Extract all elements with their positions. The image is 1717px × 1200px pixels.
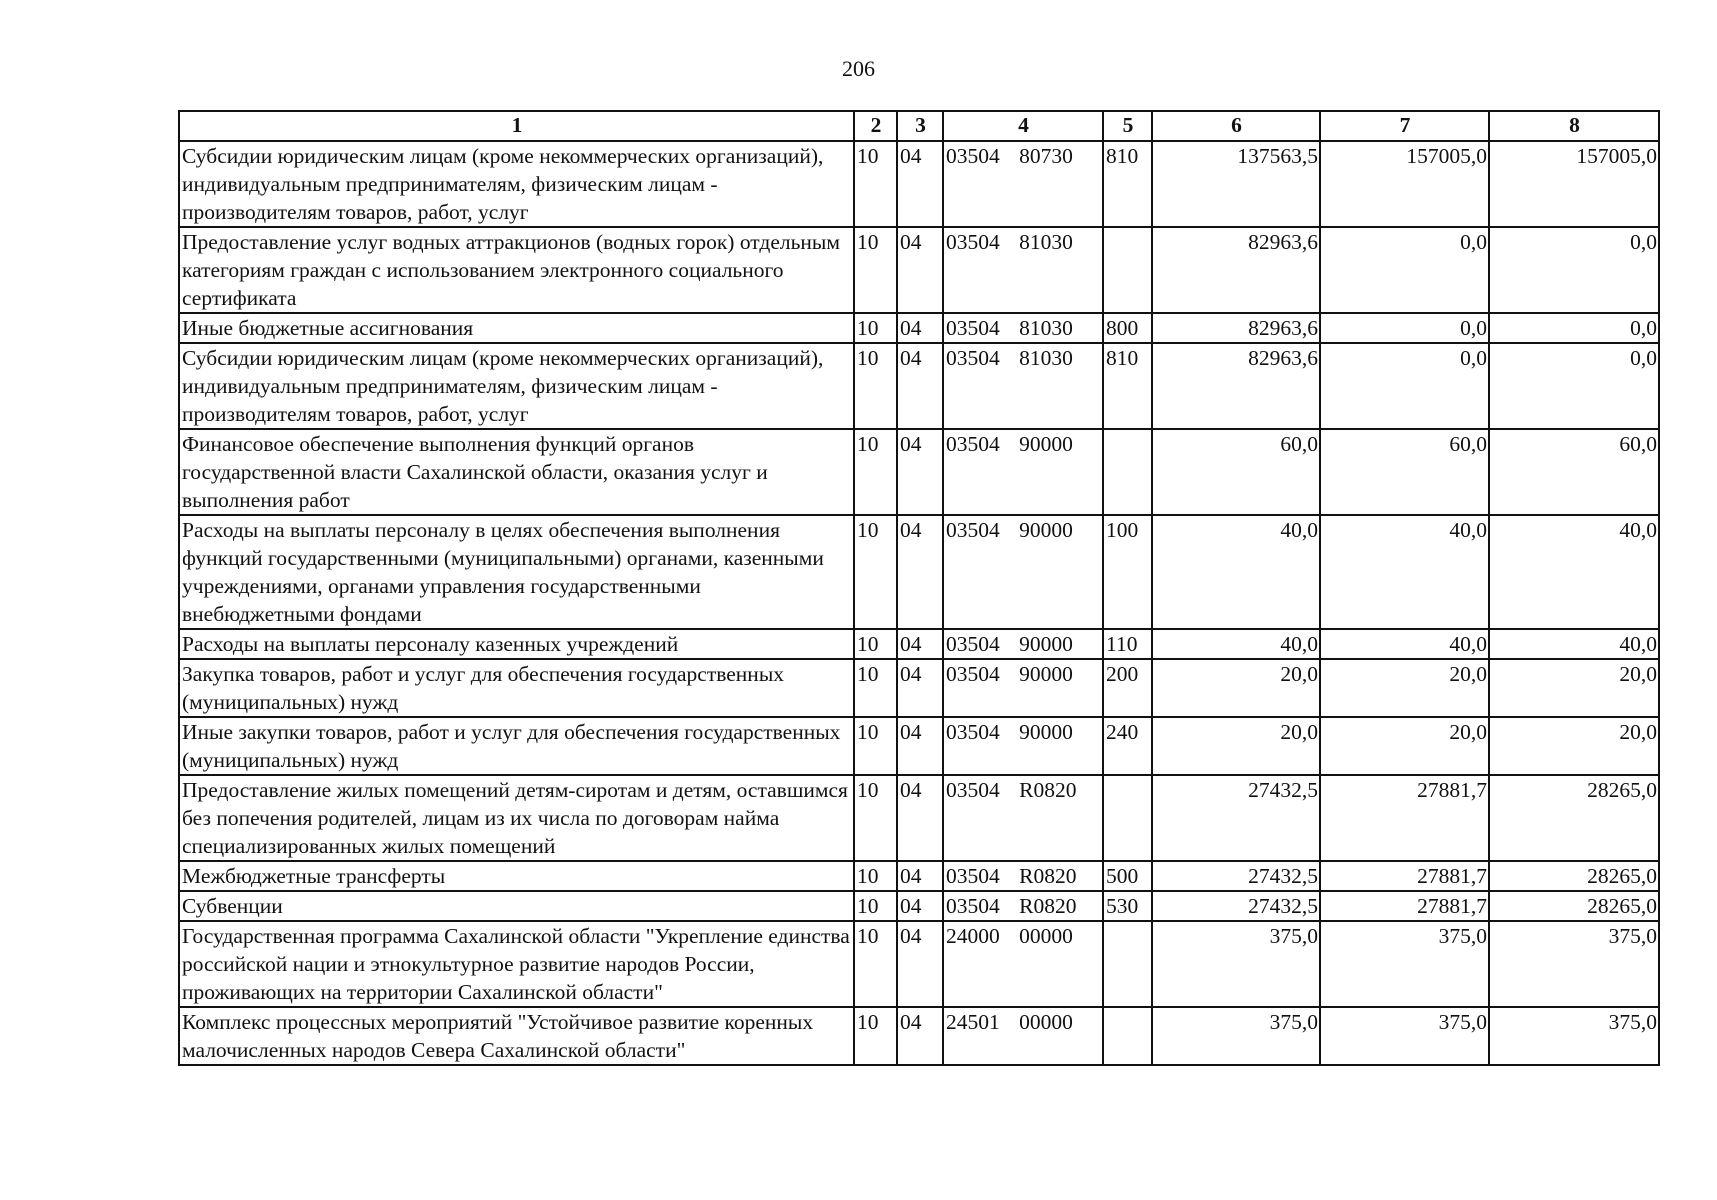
table-row: [179, 227, 1659, 313]
row-amount-col8: 375,0: [1489, 1007, 1659, 1065]
table-row: [179, 141, 1659, 227]
row-name: Расходы на выплаты персоналу казенных учреждений: [179, 629, 854, 659]
row-amount-col6: 375,0: [1152, 921, 1320, 1007]
row-amount-col7: 40,0: [1320, 515, 1489, 629]
header-col-6: 6: [1152, 111, 1320, 141]
row-target-article: 03504 R0820: [943, 861, 1103, 891]
row-section: 10: [854, 313, 897, 343]
row-target-article: 03504 90000: [943, 515, 1103, 629]
row-target-article: 03504 R0820: [943, 891, 1103, 921]
row-amount-col8: 375,0: [1489, 921, 1659, 1007]
row-amount-col6: 40,0: [1152, 629, 1320, 659]
row-name: Финансовое обеспечение выполнения функций органов государственной власти Сахалинской области, оказания услуг и выполнения работ: [179, 429, 854, 515]
table-row: [179, 313, 1659, 343]
row-amount-col6: 60,0: [1152, 429, 1320, 515]
row-name: Субсидии юридическим лицам (кроме некоммерческих организаций), индивидуальным предпринимателям, физическим лицам - производителям товаров, работ, услуг: [179, 141, 854, 227]
row-expense-type: 200: [1103, 659, 1152, 717]
row-target-article: 24501 00000: [943, 1007, 1103, 1065]
row-expense-type: 530: [1103, 891, 1152, 921]
row-section: 10: [854, 717, 897, 775]
row-amount-col6: 137563,5: [1152, 141, 1320, 227]
row-target-article: 03504 90000: [943, 717, 1103, 775]
row-expense-type: 800: [1103, 313, 1152, 343]
row-amount-col8: 28265,0: [1489, 891, 1659, 921]
row-subsection: 04: [897, 861, 943, 891]
row-section: 10: [854, 861, 897, 891]
row-expense-type: [1103, 1007, 1152, 1065]
row-amount-col7: 0,0: [1320, 313, 1489, 343]
header-col-2: 2: [854, 111, 897, 141]
row-amount-col7: 27881,7: [1320, 775, 1489, 861]
header-col-5: 5: [1103, 111, 1152, 141]
header-col-1: 1: [179, 111, 854, 141]
row-name: Предоставление услуг водных аттракционов (водных горок) отдельным категориям граждан с использованием электронного социального сертификата: [179, 227, 854, 313]
header-col-3: 3: [897, 111, 943, 141]
row-amount-col8: 28265,0: [1489, 861, 1659, 891]
row-name: Расходы на выплаты персоналу в целях обеспечения выполнения функций государственными (муниципальными) органами, казенными учреждениями, органами управления государственными внебюджетными фондами: [179, 515, 854, 629]
row-amount-col6: 20,0: [1152, 717, 1320, 775]
row-subsection: 04: [897, 227, 943, 313]
row-amount-col8: 40,0: [1489, 629, 1659, 659]
row-target-article: 03504 90000: [943, 429, 1103, 515]
table-row: [179, 861, 1659, 891]
row-amount-col8: 28265,0: [1489, 775, 1659, 861]
row-target-article: 24000 00000: [943, 921, 1103, 1007]
row-expense-type: 100: [1103, 515, 1152, 629]
row-amount-col6: 20,0: [1152, 659, 1320, 717]
row-name: Межбюджетные трансферты: [179, 861, 854, 891]
row-amount-col6: 27432,5: [1152, 861, 1320, 891]
row-subsection: 04: [897, 1007, 943, 1065]
row-amount-col8: 40,0: [1489, 515, 1659, 629]
row-amount-col8: 0,0: [1489, 227, 1659, 313]
row-amount-col7: 0,0: [1320, 227, 1489, 313]
row-amount-col8: 157005,0: [1489, 141, 1659, 227]
row-name: Предоставление жилых помещений детям-сиротам и детям, оставшимся без попечения родителей, лицам из их числа по договорам найма специализированных жилых помещений: [179, 775, 854, 861]
row-section: 10: [854, 659, 897, 717]
budget-table: [178, 110, 1660, 1066]
row-amount-col6: 27432,5: [1152, 775, 1320, 861]
table-row: [179, 717, 1659, 775]
row-subsection: 04: [897, 429, 943, 515]
row-name: Субсидии юридическим лицам (кроме некоммерческих организаций), индивидуальным предпринимателям, физическим лицам - производителям товаров, работ, услуг: [179, 343, 854, 429]
row-expense-type: [1103, 429, 1152, 515]
row-section: 10: [854, 921, 897, 1007]
row-expense-type: 240: [1103, 717, 1152, 775]
row-subsection: 04: [897, 515, 943, 629]
row-expense-type: [1103, 921, 1152, 1007]
row-name: Субвенции: [179, 891, 854, 921]
row-subsection: 04: [897, 717, 943, 775]
table-row: [179, 1007, 1659, 1065]
row-expense-type: [1103, 775, 1152, 861]
row-expense-type: [1103, 227, 1152, 313]
row-section: 10: [854, 891, 897, 921]
row-amount-col6: 40,0: [1152, 515, 1320, 629]
row-amount-col7: 20,0: [1320, 659, 1489, 717]
row-name: Комплекс процессных мероприятий "Устойчивое развитие коренных малочисленных народов Севера Сахалинской области": [179, 1007, 854, 1065]
row-name: Иные закупки товаров, работ и услуг для обеспечения государственных (муниципальных) нужд: [179, 717, 854, 775]
row-section: 10: [854, 629, 897, 659]
row-section: 10: [854, 429, 897, 515]
header-col-4: 4: [943, 111, 1103, 141]
row-amount-col7: 60,0: [1320, 429, 1489, 515]
table-row: [179, 343, 1659, 429]
row-subsection: 04: [897, 891, 943, 921]
table-row: [179, 775, 1659, 861]
page-number: 206: [842, 56, 875, 81]
table-row: [179, 515, 1659, 629]
row-subsection: 04: [897, 629, 943, 659]
row-amount-col6: 82963,6: [1152, 343, 1320, 429]
row-expense-type: 500: [1103, 861, 1152, 891]
row-amount-col6: 27432,5: [1152, 891, 1320, 921]
row-section: 10: [854, 515, 897, 629]
row-subsection: 04: [897, 659, 943, 717]
row-section: 10: [854, 141, 897, 227]
row-amount-col6: 375,0: [1152, 1007, 1320, 1065]
row-amount-col7: 0,0: [1320, 343, 1489, 429]
row-target-article: 03504 80730: [943, 141, 1103, 227]
table-row: [179, 659, 1659, 717]
row-section: 10: [854, 343, 897, 429]
row-target-article: 03504 81030: [943, 343, 1103, 429]
row-section: 10: [854, 1007, 897, 1065]
row-expense-type: 110: [1103, 629, 1152, 659]
table-body: [179, 141, 1659, 1065]
row-subsection: 04: [897, 921, 943, 1007]
row-amount-col7: 27881,7: [1320, 861, 1489, 891]
row-amount-col7: 20,0: [1320, 717, 1489, 775]
row-amount-col6: 82963,6: [1152, 227, 1320, 313]
row-amount-col7: 27881,7: [1320, 891, 1489, 921]
row-amount-col7: 157005,0: [1320, 141, 1489, 227]
header-col-7: 7: [1320, 111, 1489, 141]
row-section: 10: [854, 227, 897, 313]
row-amount-col8: 0,0: [1489, 313, 1659, 343]
row-target-article: 03504 81030: [943, 313, 1103, 343]
row-amount-col7: 375,0: [1320, 921, 1489, 1007]
row-target-article: 03504 81030: [943, 227, 1103, 313]
row-amount-col7: 40,0: [1320, 629, 1489, 659]
row-subsection: 04: [897, 343, 943, 429]
table-row: [179, 429, 1659, 515]
row-target-article: 03504 R0820: [943, 775, 1103, 861]
table-row: [179, 891, 1659, 921]
row-target-article: 03504 90000: [943, 659, 1103, 717]
row-section: 10: [854, 775, 897, 861]
row-amount-col8: 60,0: [1489, 429, 1659, 515]
row-subsection: 04: [897, 775, 943, 861]
row-amount-col7: 375,0: [1320, 1007, 1489, 1065]
row-target-article: 03504 90000: [943, 629, 1103, 659]
table-row: [179, 629, 1659, 659]
table-header: [179, 111, 1659, 141]
row-expense-type: 810: [1103, 141, 1152, 227]
row-amount-col8: 20,0: [1489, 717, 1659, 775]
row-name: Государственная программа Сахалинской области "Укрепление единства российской нации и этнокультурное развитие народов России, проживающих на территории Сахалинской области": [179, 921, 854, 1007]
row-expense-type: 810: [1103, 343, 1152, 429]
row-name: Закупка товаров, работ и услуг для обеспечения государственных (муниципальных) нужд: [179, 659, 854, 717]
row-subsection: 04: [897, 141, 943, 227]
row-amount-col6: 82963,6: [1152, 313, 1320, 343]
header-row: [179, 111, 1659, 141]
row-name: Иные бюджетные ассигнования: [179, 313, 854, 343]
row-amount-col8: 0,0: [1489, 343, 1659, 429]
row-subsection: 04: [897, 313, 943, 343]
header-col-8: 8: [1489, 111, 1659, 141]
row-amount-col8: 20,0: [1489, 659, 1659, 717]
table-row: [179, 921, 1659, 1007]
